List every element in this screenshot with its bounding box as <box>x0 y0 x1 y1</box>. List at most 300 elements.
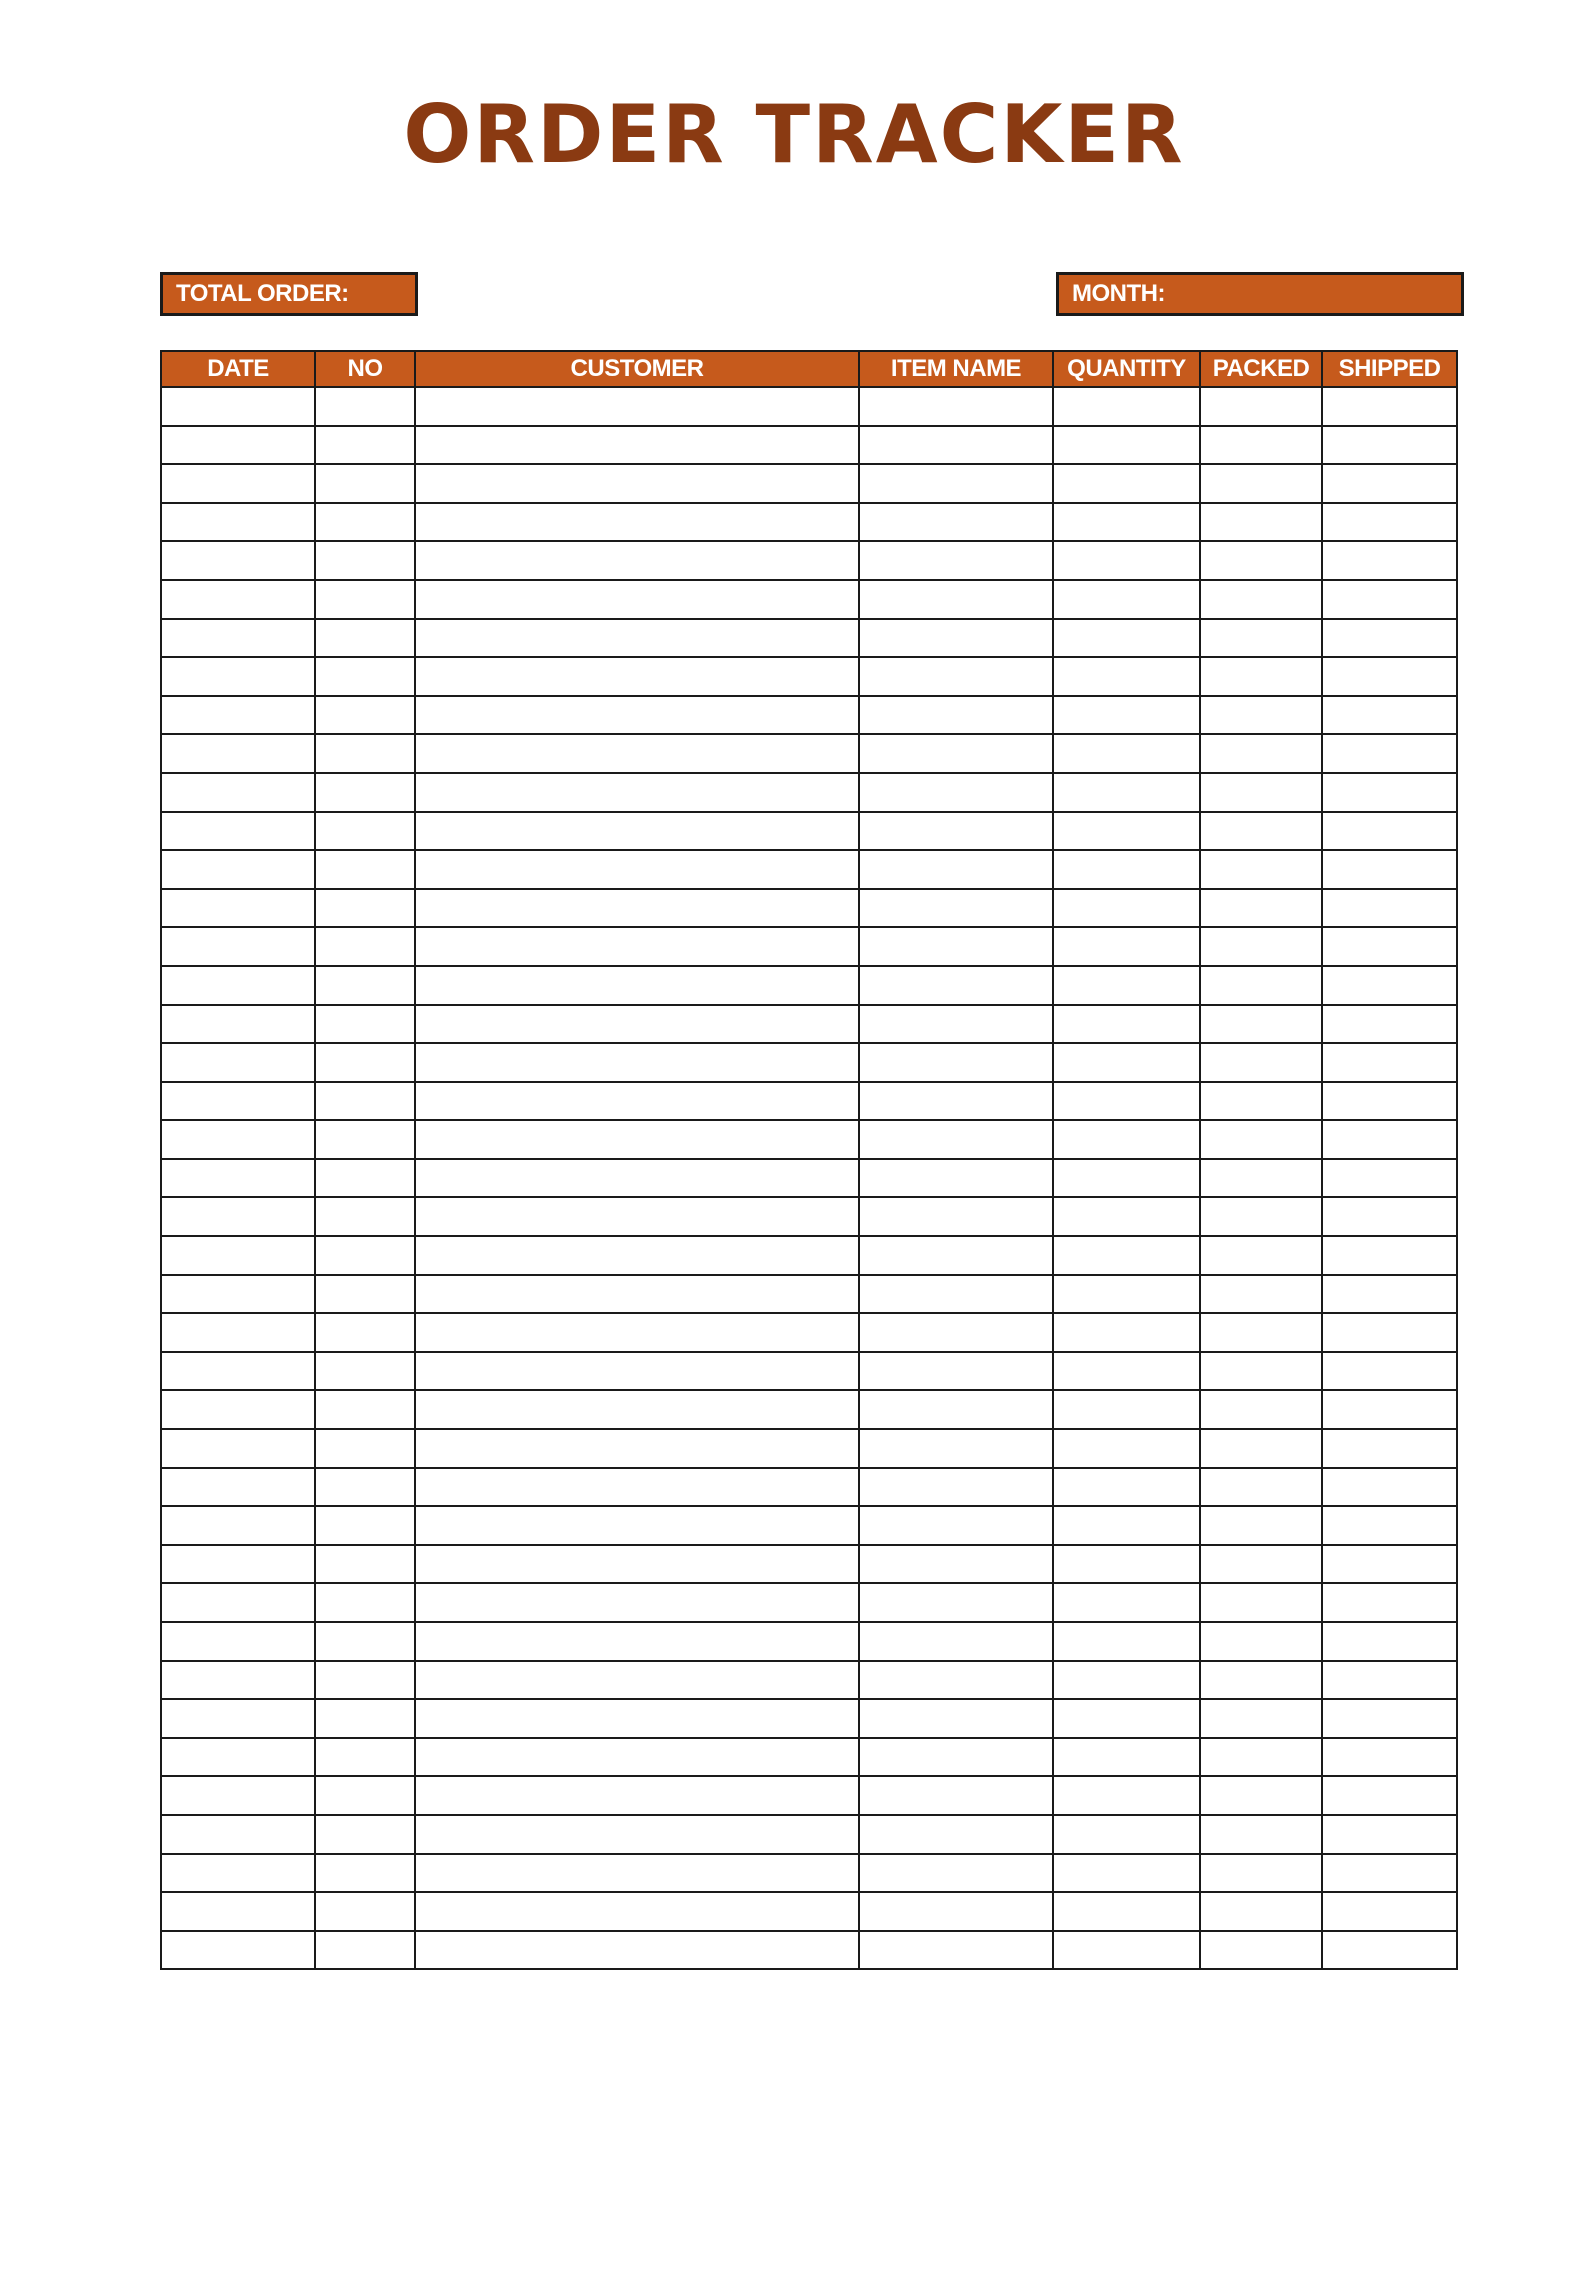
cell-item-name[interactable] <box>859 503 1053 542</box>
cell-item-name[interactable] <box>859 1699 1053 1738</box>
cell-shipped[interactable] <box>1322 541 1457 580</box>
cell-no[interactable] <box>315 1313 415 1352</box>
cell-shipped[interactable] <box>1322 1622 1457 1661</box>
cell-customer[interactable] <box>415 1622 859 1661</box>
table-row <box>161 1931 1457 1970</box>
cell-no[interactable] <box>315 1197 415 1236</box>
cell-quantity[interactable] <box>1053 1583 1200 1622</box>
cell-packed[interactable] <box>1200 1390 1322 1429</box>
cell-shipped[interactable] <box>1322 927 1457 966</box>
cell-date[interactable] <box>161 1583 315 1622</box>
total-order-label: TOTAL ORDER: <box>176 280 349 307</box>
cell-item-name[interactable] <box>859 812 1053 851</box>
cell-quantity[interactable] <box>1053 1815 1200 1854</box>
cell-item-name[interactable] <box>859 1468 1053 1507</box>
cell-packed[interactable] <box>1200 1661 1322 1700</box>
cell-customer[interactable] <box>415 657 859 696</box>
cell-item-name[interactable] <box>859 773 1053 812</box>
cell-no[interactable] <box>315 927 415 966</box>
cell-quantity[interactable] <box>1053 619 1200 658</box>
cell-item-name[interactable] <box>859 619 1053 658</box>
cell-shipped[interactable] <box>1322 1892 1457 1931</box>
cell-packed[interactable] <box>1200 1120 1322 1159</box>
cell-packed[interactable] <box>1200 1622 1322 1661</box>
cell-shipped[interactable] <box>1322 889 1457 928</box>
cell-shipped[interactable] <box>1322 696 1457 735</box>
cell-item-name[interactable] <box>859 1815 1053 1854</box>
cell-no[interactable] <box>315 503 415 542</box>
cell-packed[interactable] <box>1200 1236 1322 1275</box>
cell-shipped[interactable] <box>1322 503 1457 542</box>
cell-packed[interactable] <box>1200 1583 1322 1622</box>
cell-packed[interactable] <box>1200 1506 1322 1545</box>
cell-packed[interactable] <box>1200 387 1322 426</box>
cell-date[interactable] <box>161 1622 315 1661</box>
cell-quantity[interactable] <box>1053 1275 1200 1314</box>
cell-quantity[interactable] <box>1053 1313 1200 1352</box>
cell-shipped[interactable] <box>1322 1506 1457 1545</box>
cell-shipped[interactable] <box>1322 1352 1457 1391</box>
cell-packed[interactable] <box>1200 850 1322 889</box>
cell-item-name[interactable] <box>859 1854 1053 1893</box>
order-tracker-table <box>160 350 1458 1970</box>
cell-no[interactable] <box>315 1390 415 1429</box>
cell-item-name[interactable] <box>859 1390 1053 1429</box>
cell-date[interactable] <box>161 657 315 696</box>
cell-packed[interactable] <box>1200 1854 1322 1893</box>
cell-item-name[interactable] <box>859 1429 1053 1468</box>
cell-date[interactable] <box>161 387 315 426</box>
cell-item-name[interactable] <box>859 1622 1053 1661</box>
cell-date[interactable] <box>161 464 315 503</box>
cell-customer[interactable] <box>415 464 859 503</box>
cell-date[interactable] <box>161 1236 315 1275</box>
cell-date[interactable] <box>161 1854 315 1893</box>
cell-customer[interactable] <box>415 1931 859 1970</box>
cell-quantity[interactable] <box>1053 773 1200 812</box>
cell-quantity[interactable] <box>1053 1120 1200 1159</box>
cell-shipped[interactable] <box>1322 1082 1457 1121</box>
cell-item-name[interactable] <box>859 1120 1053 1159</box>
cell-date[interactable] <box>161 1275 315 1314</box>
cell-item-name[interactable] <box>859 1506 1053 1545</box>
cell-date[interactable] <box>161 1005 315 1044</box>
cell-shipped[interactable] <box>1322 1390 1457 1429</box>
cell-shipped[interactable] <box>1322 1429 1457 1468</box>
cell-date[interactable] <box>161 696 315 735</box>
cell-packed[interactable] <box>1200 1197 1322 1236</box>
cell-no[interactable] <box>315 1815 415 1854</box>
cell-date[interactable] <box>161 773 315 812</box>
cell-packed[interactable] <box>1200 1043 1322 1082</box>
cell-shipped[interactable] <box>1322 1159 1457 1198</box>
cell-packed[interactable] <box>1200 580 1322 619</box>
cell-item-name[interactable] <box>859 464 1053 503</box>
cell-packed[interactable] <box>1200 426 1322 465</box>
cell-date[interactable] <box>161 426 315 465</box>
table-row <box>161 619 1457 658</box>
cell-customer[interactable] <box>415 1468 859 1507</box>
cell-customer[interactable] <box>415 387 859 426</box>
cell-shipped[interactable] <box>1322 1275 1457 1314</box>
cell-item-name[interactable] <box>859 387 1053 426</box>
cell-customer[interactable] <box>415 889 859 928</box>
cell-item-name[interactable] <box>859 657 1053 696</box>
cell-shipped[interactable] <box>1322 1120 1457 1159</box>
cell-shipped[interactable] <box>1322 1468 1457 1507</box>
cell-no[interactable] <box>315 1506 415 1545</box>
cell-quantity[interactable] <box>1053 1197 1200 1236</box>
cell-no[interactable] <box>315 580 415 619</box>
cell-packed[interactable] <box>1200 1699 1322 1738</box>
cell-quantity[interactable] <box>1053 1082 1200 1121</box>
cell-customer[interactable] <box>415 426 859 465</box>
cell-customer[interactable] <box>415 1159 859 1198</box>
cell-customer[interactable] <box>415 1661 859 1700</box>
cell-customer[interactable] <box>415 503 859 542</box>
cell-customer[interactable] <box>415 1506 859 1545</box>
cell-shipped[interactable] <box>1322 426 1457 465</box>
cell-shipped[interactable] <box>1322 1043 1457 1082</box>
cell-customer[interactable] <box>415 619 859 658</box>
cell-no[interactable] <box>315 1043 415 1082</box>
cell-item-name[interactable] <box>859 1545 1053 1584</box>
cell-no[interactable] <box>315 1159 415 1198</box>
cell-quantity[interactable] <box>1053 1738 1200 1777</box>
cell-date[interactable] <box>161 889 315 928</box>
cell-no[interactable] <box>315 464 415 503</box>
cell-no[interactable] <box>315 1776 415 1815</box>
cell-shipped[interactable] <box>1322 1815 1457 1854</box>
cell-date[interactable] <box>161 541 315 580</box>
cell-date[interactable] <box>161 850 315 889</box>
cell-customer[interactable] <box>415 966 859 1005</box>
cell-quantity[interactable] <box>1053 1043 1200 1082</box>
cell-no[interactable] <box>315 1082 415 1121</box>
cell-item-name[interactable] <box>859 1275 1053 1314</box>
cell-item-name[interactable] <box>859 1197 1053 1236</box>
cell-quantity[interactable] <box>1053 1545 1200 1584</box>
cell-shipped[interactable] <box>1322 387 1457 426</box>
cell-shipped[interactable] <box>1322 1699 1457 1738</box>
cell-quantity[interactable] <box>1053 1429 1200 1468</box>
cell-no[interactable] <box>315 850 415 889</box>
cell-no[interactable] <box>315 426 415 465</box>
cell-date[interactable] <box>161 1352 315 1391</box>
cell-date[interactable] <box>161 1468 315 1507</box>
cell-no[interactable] <box>315 1005 415 1044</box>
cell-customer[interactable] <box>415 1352 859 1391</box>
cell-item-name[interactable] <box>859 580 1053 619</box>
cell-quantity[interactable] <box>1053 464 1200 503</box>
cell-item-name[interactable] <box>859 850 1053 889</box>
cell-packed[interactable] <box>1200 657 1322 696</box>
cell-shipped[interactable] <box>1322 773 1457 812</box>
table-row <box>161 1082 1457 1121</box>
cell-item-name[interactable] <box>859 1159 1053 1198</box>
cell-no[interactable] <box>315 541 415 580</box>
cell-no[interactable] <box>315 1545 415 1584</box>
cell-quantity[interactable] <box>1053 541 1200 580</box>
cell-shipped[interactable] <box>1322 1661 1457 1700</box>
cell-customer[interactable] <box>415 1583 859 1622</box>
cell-packed[interactable] <box>1200 1931 1322 1970</box>
cell-shipped[interactable] <box>1322 580 1457 619</box>
cell-quantity[interactable] <box>1053 927 1200 966</box>
cell-shipped[interactable] <box>1322 1854 1457 1893</box>
cell-customer[interactable] <box>415 812 859 851</box>
cell-date[interactable] <box>161 1738 315 1777</box>
cell-item-name[interactable] <box>859 1005 1053 1044</box>
cell-item-name[interactable] <box>859 696 1053 735</box>
cell-quantity[interactable] <box>1053 1699 1200 1738</box>
cell-no[interactable] <box>315 1583 415 1622</box>
cell-shipped[interactable] <box>1322 1738 1457 1777</box>
cell-shipped[interactable] <box>1322 1313 1457 1352</box>
cell-quantity[interactable] <box>1053 657 1200 696</box>
cell-quantity[interactable] <box>1053 1661 1200 1700</box>
cell-customer[interactable] <box>415 1043 859 1082</box>
cell-quantity[interactable] <box>1053 889 1200 928</box>
cell-date[interactable] <box>161 1429 315 1468</box>
cell-no[interactable] <box>315 1854 415 1893</box>
cell-packed[interactable] <box>1200 1005 1322 1044</box>
cell-item-name[interactable] <box>859 1931 1053 1970</box>
cell-item-name[interactable] <box>859 927 1053 966</box>
cell-date[interactable] <box>161 1931 315 1970</box>
cell-customer[interactable] <box>415 1776 859 1815</box>
cell-packed[interactable] <box>1200 1468 1322 1507</box>
cell-customer[interactable] <box>415 1313 859 1352</box>
cell-no[interactable] <box>315 387 415 426</box>
cell-customer[interactable] <box>415 1892 859 1931</box>
cell-packed[interactable] <box>1200 1429 1322 1468</box>
cell-quantity[interactable] <box>1053 966 1200 1005</box>
cell-packed[interactable] <box>1200 734 1322 773</box>
cell-shipped[interactable] <box>1322 1545 1457 1584</box>
cell-no[interactable] <box>315 889 415 928</box>
cell-packed[interactable] <box>1200 1082 1322 1121</box>
cell-shipped[interactable] <box>1322 1005 1457 1044</box>
cell-customer[interactable] <box>415 927 859 966</box>
cell-no[interactable] <box>315 966 415 1005</box>
cell-packed[interactable] <box>1200 1352 1322 1391</box>
cell-quantity[interactable] <box>1053 426 1200 465</box>
cell-quantity[interactable] <box>1053 1468 1200 1507</box>
cell-customer[interactable] <box>415 1197 859 1236</box>
cell-shipped[interactable] <box>1322 1236 1457 1275</box>
cell-customer[interactable] <box>415 1699 859 1738</box>
cell-quantity[interactable] <box>1053 503 1200 542</box>
cell-item-name[interactable] <box>859 1236 1053 1275</box>
cell-date[interactable] <box>161 966 315 1005</box>
cell-customer[interactable] <box>415 1545 859 1584</box>
cell-date[interactable] <box>161 1313 315 1352</box>
cell-quantity[interactable] <box>1053 1390 1200 1429</box>
cell-customer[interactable] <box>415 773 859 812</box>
cell-packed[interactable] <box>1200 1275 1322 1314</box>
cell-packed[interactable] <box>1200 503 1322 542</box>
cell-item-name[interactable] <box>859 1661 1053 1700</box>
cell-quantity[interactable] <box>1053 850 1200 889</box>
cell-packed[interactable] <box>1200 619 1322 658</box>
cell-customer[interactable] <box>415 580 859 619</box>
cell-shipped[interactable] <box>1322 1776 1457 1815</box>
cell-quantity[interactable] <box>1053 696 1200 735</box>
cell-customer[interactable] <box>415 1854 859 1893</box>
cell-quantity[interactable] <box>1053 1776 1200 1815</box>
cell-shipped[interactable] <box>1322 966 1457 1005</box>
cell-customer[interactable] <box>415 1082 859 1121</box>
cell-packed[interactable] <box>1200 927 1322 966</box>
cell-shipped[interactable] <box>1322 850 1457 889</box>
cell-no[interactable] <box>315 1120 415 1159</box>
cell-item-name[interactable] <box>859 966 1053 1005</box>
cell-customer[interactable] <box>415 1005 859 1044</box>
cell-shipped[interactable] <box>1322 1583 1457 1622</box>
cell-packed[interactable] <box>1200 464 1322 503</box>
cell-packed[interactable] <box>1200 1892 1322 1931</box>
cell-quantity[interactable] <box>1053 1931 1200 1970</box>
table-row <box>161 1390 1457 1429</box>
cell-date[interactable] <box>161 1661 315 1700</box>
cell-no[interactable] <box>315 1892 415 1931</box>
cell-quantity[interactable] <box>1053 1854 1200 1893</box>
cell-customer[interactable] <box>415 1120 859 1159</box>
cell-packed[interactable] <box>1200 1738 1322 1777</box>
cell-date[interactable] <box>161 1082 315 1121</box>
cell-item-name[interactable] <box>859 1583 1053 1622</box>
cell-packed[interactable] <box>1200 1545 1322 1584</box>
cell-packed[interactable] <box>1200 812 1322 851</box>
cell-customer[interactable] <box>415 850 859 889</box>
cell-date[interactable] <box>161 1892 315 1931</box>
cell-date[interactable] <box>161 580 315 619</box>
cell-date[interactable] <box>161 927 315 966</box>
cell-item-name[interactable] <box>859 1776 1053 1815</box>
cell-no[interactable] <box>315 696 415 735</box>
cell-shipped[interactable] <box>1322 1197 1457 1236</box>
cell-shipped[interactable] <box>1322 1931 1457 1970</box>
cell-packed[interactable] <box>1200 889 1322 928</box>
cell-packed[interactable] <box>1200 1159 1322 1198</box>
cell-no[interactable] <box>315 1661 415 1700</box>
cell-customer[interactable] <box>415 541 859 580</box>
cell-packed[interactable] <box>1200 1815 1322 1854</box>
cell-no[interactable] <box>315 734 415 773</box>
cell-quantity[interactable] <box>1053 734 1200 773</box>
total-order-field[interactable] <box>160 272 418 316</box>
cell-packed[interactable] <box>1200 773 1322 812</box>
cell-shipped[interactable] <box>1322 464 1457 503</box>
cell-quantity[interactable] <box>1053 1892 1200 1931</box>
cell-customer[interactable] <box>415 734 859 773</box>
cell-item-name[interactable] <box>859 734 1053 773</box>
cell-shipped[interactable] <box>1322 657 1457 696</box>
cell-packed[interactable] <box>1200 541 1322 580</box>
cell-no[interactable] <box>315 1738 415 1777</box>
cell-quantity[interactable] <box>1053 1005 1200 1044</box>
cell-customer[interactable] <box>415 1275 859 1314</box>
cell-customer[interactable] <box>415 696 859 735</box>
cell-no[interactable] <box>315 619 415 658</box>
cell-item-name[interactable] <box>859 1892 1053 1931</box>
cell-no[interactable] <box>315 1699 415 1738</box>
cell-no[interactable] <box>315 657 415 696</box>
cell-quantity[interactable] <box>1053 1622 1200 1661</box>
cell-no[interactable] <box>315 1275 415 1314</box>
cell-item-name[interactable] <box>859 1313 1053 1352</box>
cell-item-name[interactable] <box>859 1043 1053 1082</box>
cell-item-name[interactable] <box>859 541 1053 580</box>
table-row <box>161 966 1457 1005</box>
cell-date[interactable] <box>161 1506 315 1545</box>
cell-packed[interactable] <box>1200 966 1322 1005</box>
cell-shipped[interactable] <box>1322 812 1457 851</box>
cell-customer[interactable] <box>415 1738 859 1777</box>
cell-quantity[interactable] <box>1053 1506 1200 1545</box>
cell-date[interactable] <box>161 1390 315 1429</box>
cell-quantity[interactable] <box>1053 1352 1200 1391</box>
cell-date[interactable] <box>161 1776 315 1815</box>
cell-date[interactable] <box>161 1043 315 1082</box>
cell-quantity[interactable] <box>1053 1159 1200 1198</box>
cell-item-name[interactable] <box>859 1082 1053 1121</box>
table-row <box>161 889 1457 928</box>
cell-item-name[interactable] <box>859 426 1053 465</box>
cell-no[interactable] <box>315 1236 415 1275</box>
cell-date[interactable] <box>161 1545 315 1584</box>
cell-no[interactable] <box>315 1622 415 1661</box>
cell-date[interactable] <box>161 619 315 658</box>
cell-item-name[interactable] <box>859 889 1053 928</box>
cell-item-name[interactable] <box>859 1352 1053 1391</box>
cell-item-name[interactable] <box>859 1738 1053 1777</box>
cell-date[interactable] <box>161 1197 315 1236</box>
cell-no[interactable] <box>315 812 415 851</box>
cell-date[interactable] <box>161 503 315 542</box>
table-row <box>161 1197 1457 1236</box>
table-row <box>161 580 1457 619</box>
cell-date[interactable] <box>161 812 315 851</box>
cell-customer[interactable] <box>415 1815 859 1854</box>
cell-no[interactable] <box>315 1429 415 1468</box>
cell-date[interactable] <box>161 1159 315 1198</box>
cell-quantity[interactable] <box>1053 387 1200 426</box>
cell-date[interactable] <box>161 734 315 773</box>
cell-quantity[interactable] <box>1053 812 1200 851</box>
cell-quantity[interactable] <box>1053 580 1200 619</box>
cell-no[interactable] <box>315 1352 415 1391</box>
cell-customer[interactable] <box>415 1429 859 1468</box>
cell-packed[interactable] <box>1200 1776 1322 1815</box>
cell-date[interactable] <box>161 1699 315 1738</box>
cell-no[interactable] <box>315 773 415 812</box>
cell-shipped[interactable] <box>1322 619 1457 658</box>
cell-customer[interactable] <box>415 1236 859 1275</box>
cell-packed[interactable] <box>1200 1313 1322 1352</box>
cell-date[interactable] <box>161 1815 315 1854</box>
cell-customer[interactable] <box>415 1390 859 1429</box>
cell-no[interactable] <box>315 1931 415 1970</box>
cell-shipped[interactable] <box>1322 734 1457 773</box>
cell-quantity[interactable] <box>1053 1236 1200 1275</box>
cell-packed[interactable] <box>1200 696 1322 735</box>
table-row <box>161 696 1457 735</box>
cell-date[interactable] <box>161 1120 315 1159</box>
cell-no[interactable] <box>315 1468 415 1507</box>
month-field[interactable] <box>1056 272 1464 316</box>
